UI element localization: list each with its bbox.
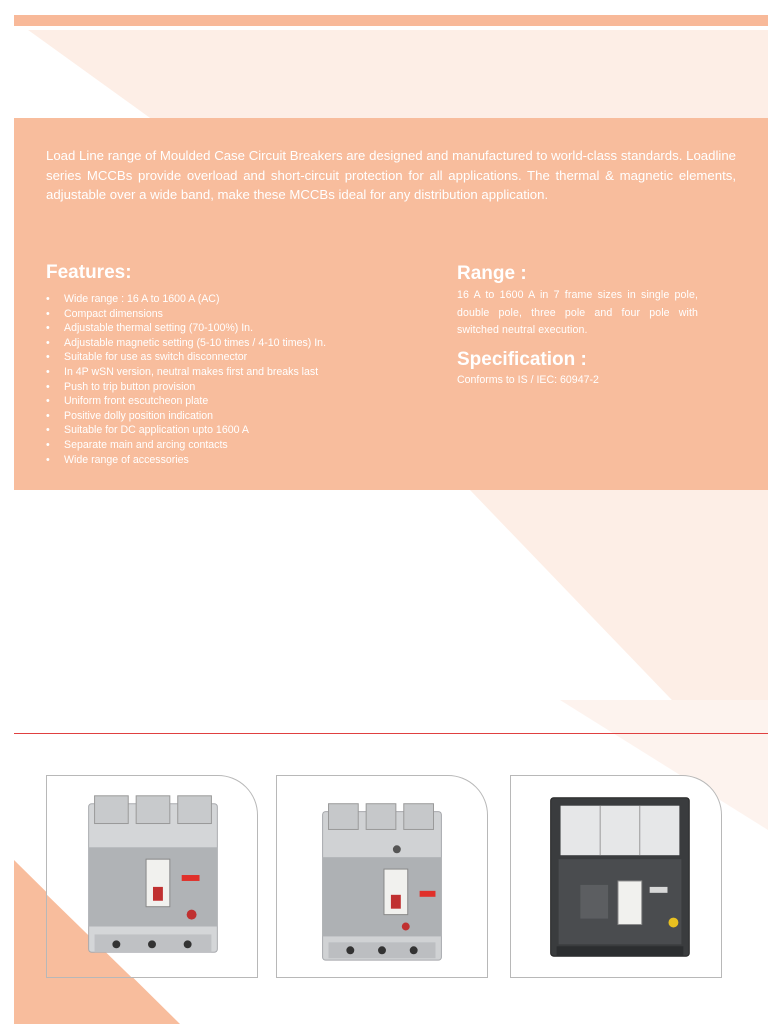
range-text: 16 A to 1600 A in 7 frame sizes in single pole, double pole, three pole and four pole with switched neutral execution. [457,289,698,337]
product-card-1 [46,775,258,978]
specification-text: Conforms to IS / IEC: 60947-2 [457,374,599,386]
intro-paragraph: Load Line range of Moulded Case Circuit Breakers are designed and manufactured to world-class standards. Loadline series MCCBs provide overload and short-circuit protection for all applications. The thermal & magnetic elements, adjustable over a wide band, make these MCCBs ideal for any distribution application. [46,148,736,202]
mccb-image-3 [511,776,721,977]
feature-item: • Positive dolly position indication [46,409,406,424]
description-panel [14,118,768,490]
product-card-2 [276,775,488,978]
feature-item: • Adjustable thermal setting (70-100%) In. [46,321,406,336]
feature-item: • Uniform front escutcheon plate [46,394,406,409]
feature-item: • Separate main and arcing contacts [46,438,406,453]
feature-item: • Wide range : 16 A to 1600 A (AC) [46,292,406,307]
features-heading: Features: [46,262,132,283]
mccb-image-2 [277,776,487,977]
mccb-image-1 [47,776,257,977]
feature-item: • Compact dimensions [46,307,406,322]
divider-rule [14,733,768,734]
product-card-3 [510,775,722,978]
feature-item: • Adjustable magnetic setting (5-10 times / 4-10 times) In. [46,336,406,351]
features-list [46,292,406,467]
range-heading: Range : [457,263,527,284]
feature-item: • Suitable for DC application upto 1600 A [46,423,406,438]
feature-item: • In 4P wSN version, neutral makes first and breaks last [46,365,406,380]
feature-item: • Suitable for use as switch disconnector [46,350,406,365]
feature-item: • Wide range of accessories [46,453,406,468]
top-accent-bar [14,15,768,26]
feature-item: • Push to trip button provision [46,380,406,395]
specification-heading: Specification : [457,349,587,370]
